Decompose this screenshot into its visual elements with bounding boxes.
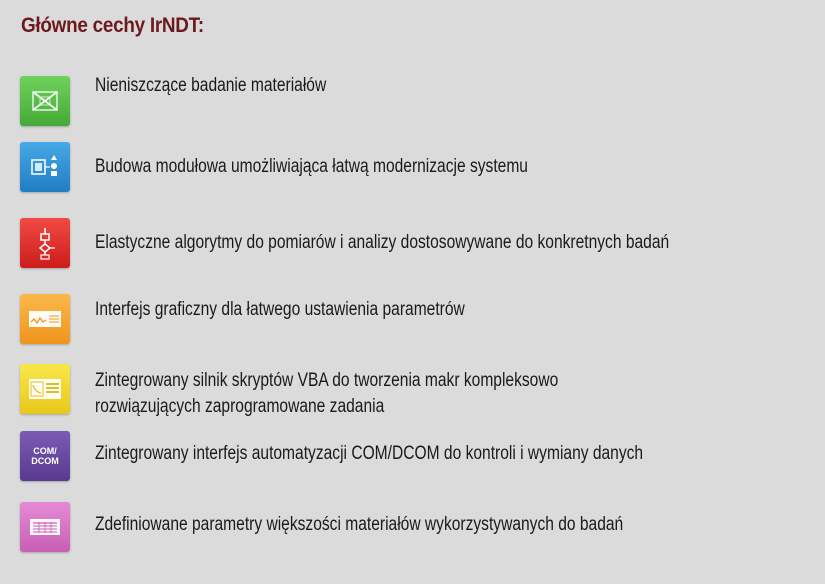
feature-text — [95, 154, 528, 180]
feature-line: Interfejs graficzny dla łatwego ustawienia parametrów — [95, 299, 465, 320]
feature-line: Zintegrowany silnik skryptów VBA do tworzenia makr kompleksowo — [95, 370, 559, 391]
parameters-table-icon — [20, 502, 70, 552]
feature-item-vba — [20, 364, 559, 417]
com-dcom-icon — [20, 431, 70, 481]
feature-item-parameters — [20, 502, 624, 552]
page-title: Główne cechy IrNDT: — [21, 14, 204, 37]
graph-window-icon — [20, 294, 70, 344]
feature-item-gui — [20, 294, 465, 344]
feature-item-algorithms — [20, 218, 670, 268]
feature-item-ndt — [20, 75, 327, 126]
feature-line: Budowa modułowa umożliwiająca łatwą modernizacje systemu — [95, 156, 528, 177]
icon-label: DCOM — [31, 456, 59, 466]
feature-text — [95, 368, 558, 420]
feature-item-modular — [20, 142, 528, 192]
feature-line: rozwiązujących zaprogramowane zadania — [95, 396, 385, 417]
feature-line: Elastyczne algorytmy do pomiarów i analizy dostosowywane do konkretnych badań — [95, 232, 670, 253]
feature-line: Zintegrowany interfejs automatyzacji COM/DCOM do kontroli i wymiany danych — [95, 443, 644, 464]
feature-text — [95, 441, 643, 467]
modular-blocks-icon — [20, 142, 70, 192]
feature-text — [95, 73, 326, 99]
feature-text — [95, 230, 669, 256]
script-window-icon — [20, 364, 70, 414]
feature-text — [95, 297, 465, 323]
flowchart-icon — [20, 218, 70, 268]
feature-text — [95, 512, 623, 538]
feature-item-com — [20, 431, 644, 481]
feature-line: Zdefiniowane parametry większości materiałów wykorzystywanych do badań — [95, 514, 624, 535]
feature-line: Nieniszczące badanie materiałów — [95, 75, 327, 96]
ndt-crossed-box-icon — [20, 76, 70, 126]
icon-label: COM/ — [33, 446, 57, 456]
